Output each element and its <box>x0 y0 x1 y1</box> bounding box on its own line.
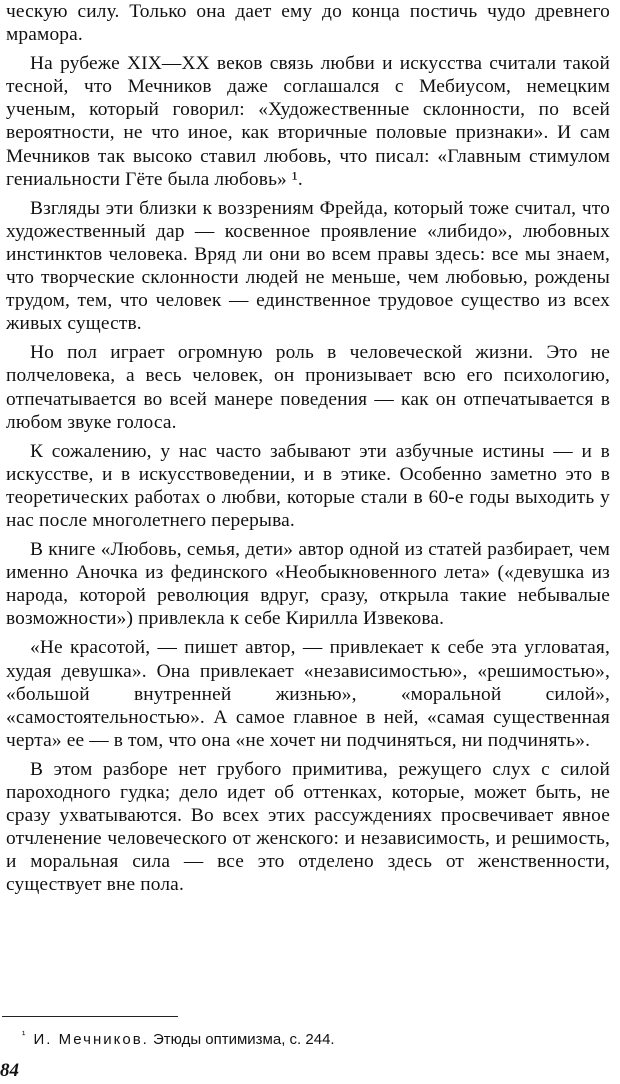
paragraph: Но пол играет огромную роль в человеческой жизни. Это не полчеловека, а весь человек, он пронизывает всю его психологию, отпечатывается во всей манере поведения — как он отпечатывается в любом звуке голоса. <box>6 342 610 433</box>
paragraph: В книге «Любовь, семья, дети» автор одной из статей разбирает, чем именно Аночка из фединского «Необыкновенного лета» («девушка из народа, которой революция вдруг, сразу, открыла такие небывалые возможности») привлекла к себе Кирилла Извекова. <box>6 539 610 630</box>
paragraph: Взгляды эти близки к воззрениям Фрейда, который тоже считал, что художественный дар — косвенное проявление «либидо», любовных инстинктов человека. Вряд ли они во всем правы здесь: все мы знаем, что творческие склонности людей не меньше, чем любовью, рождены трудом, тем, что человек — единственное трудовое существо из всех живых существ. <box>6 197 610 335</box>
footnote-mark: ¹ <box>22 1030 26 1041</box>
footnote-text: Этюды оптимизма, с. 244. <box>153 1031 335 1048</box>
footnote-author: И. Мечников. <box>33 1031 149 1048</box>
body-text <box>6 0 610 896</box>
paragraph: ческую силу. Только она дает ему до конца постичь чудо древнего мрамора. <box>6 1 610 46</box>
paragraph: В этом разборе нет грубого примитива, режущего слух с силой пароходного гудка; дело идет об оттенках, которые, может быть, не сразу ухватываются. Во всех этих рассуждениях просвечивает явное отчленение человеческого от женского: и независимость, и решимость, и моральная сила — все это отделено здесь от женственности, существует вне пола. <box>6 758 610 896</box>
footnote-divider <box>2 1016 178 1017</box>
paragraph: К сожалению, у нас часто забывают эти азбучные истины — и в искусстве, и в искусствоведении, и в этике. Особенно заметно это в теоретических работах о любви, которые стали в 60-е годы выходить у нас после многолетнего перерыва. <box>6 440 610 531</box>
paragraph: «Не красотой, — пишет автор, — привлекает к себе эта угловатая, худая девушка». Она привлекает «независимостью», «решимостью», «большой внутренней жизнью», «моральной силой», «самостоятельностью». А самое главное в ней, «самая существенная черта» ее — в том, что она «не хочет ни подчиняться, ни подчинять». <box>6 637 610 751</box>
page-number: 84 <box>0 1060 19 1081</box>
footnote <box>22 1027 335 1049</box>
paragraph: На рубеже XIX—XX веков связь любви и искусства считали такой тесной, что Мечников даже соглашался с Мебиусом, немецким ученым, который говорил: «Художественные склонности, по всей вероятности, не что иное, как вторичные половые признаки». И сам Мечников так высоко ставил любовь, что писал: «Главным стимулом гениальности Гёте была любовь» ¹. <box>6 53 610 190</box>
